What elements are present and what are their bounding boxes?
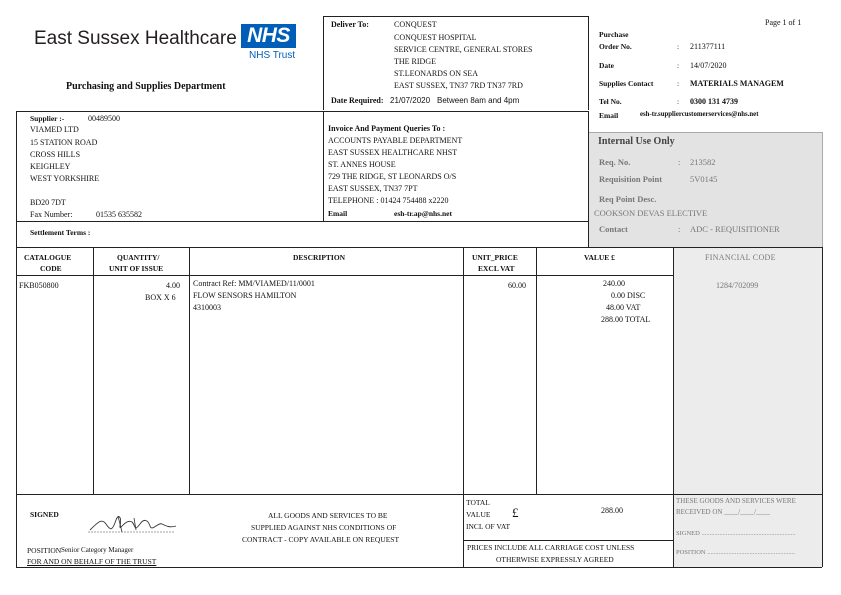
- internal-use-title: Internal Use Only: [598, 136, 675, 147]
- position-label: POSITION: [27, 546, 62, 555]
- receipt-signed: SIGNED ..........................................................: [676, 530, 796, 537]
- conditions-line: SUPPLIED AGAINST NHS CONDITIONS OF: [251, 523, 397, 532]
- quantity-header: UNIT OF ISSUE: [109, 264, 164, 273]
- deliver-line: CONQUEST HOSPITAL: [394, 33, 477, 42]
- position-value: Senior Category Manager: [61, 546, 134, 554]
- fax-value: 01535 635582: [96, 210, 142, 219]
- req-no-value: 213582: [690, 157, 716, 167]
- item-value: 240.00: [603, 279, 625, 288]
- supplies-email[interactable]: esh-tr.suppliercustomerservices@nhs.net: [640, 111, 759, 118]
- received-line: THESE GOODS AND SERVICES WERE: [676, 497, 796, 505]
- total-label: VALUE: [466, 510, 491, 519]
- date-required-label: Date Required:: [331, 96, 384, 105]
- supplier-postcode: BD20 7DT: [30, 198, 66, 207]
- total-label: TOTAL: [466, 498, 490, 507]
- on-behalf-label: FOR AND ON BEHALF OF THE TRUST: [27, 557, 157, 566]
- req-point-label: Requisition Point: [599, 174, 663, 184]
- req-desc-label: Req Point Desc.: [599, 194, 657, 204]
- purchase-label: Purchase: [599, 30, 629, 39]
- item-catalogue-code: FKB050800: [19, 281, 59, 290]
- req-no-label: Req. No.: [599, 157, 631, 167]
- order-no-label: Order No.: [599, 42, 632, 51]
- unit-price-header: UNIT_PRICE: [472, 253, 518, 262]
- description-header: DESCRIPTION: [293, 253, 346, 262]
- supplier-line: CROSS HILLS: [30, 150, 81, 159]
- colon: :: [678, 157, 681, 167]
- catalogue-header: CODE: [40, 264, 62, 273]
- invoice-line: EAST SUSSEX HEALTHCARE NHST: [328, 148, 458, 157]
- pound-sign: £: [512, 505, 519, 520]
- unit-price-header: EXCL VAT: [478, 264, 515, 273]
- date-required-note: Between 8am and 4pm: [437, 96, 520, 105]
- item-quantity: 4.00: [166, 281, 180, 290]
- carriage-note: OTHERWISE EXPRESSLY AGREED: [496, 555, 614, 564]
- invoice-email[interactable]: esh-tr.ap@nhs.net: [394, 209, 452, 218]
- invoice-line: EAST SUSSEX, TN37 7PT: [328, 184, 418, 193]
- org-name: East Sussex Healthcare: [34, 28, 237, 49]
- item-total: 288.00 TOTAL: [601, 315, 651, 324]
- receipt-position: POSITION ......................................................: [676, 549, 795, 556]
- colon: :: [677, 97, 680, 106]
- deliver-line: CONQUEST: [394, 20, 437, 29]
- contact-value: ADC - REQUISITIONER: [690, 224, 780, 234]
- order-no-value: 211377111: [690, 42, 726, 51]
- carriage-note: PRICES INCLUDE ALL CARRIAGE COST UNLESS: [467, 543, 635, 552]
- settlement-terms-label: Settlement Terms :: [30, 228, 91, 237]
- contact-label: Contact: [599, 224, 628, 234]
- supplier-line: 15 STATION ROAD: [30, 138, 98, 147]
- deliver-to-label: Deliver To:: [331, 20, 369, 29]
- catalogue-header: CATALOGUE: [24, 253, 72, 262]
- colon: :: [678, 224, 681, 234]
- deliver-line: ST.LEONARDS ON SEA: [394, 69, 479, 78]
- email-label: Email: [599, 111, 619, 120]
- colon: :: [677, 42, 680, 51]
- item-vat: 48.00 VAT: [606, 303, 641, 312]
- nhs-trust-label: NHS Trust: [249, 50, 296, 61]
- item-unit: BOX X 6: [145, 293, 176, 302]
- deliver-line: THE RIDGE: [394, 57, 436, 66]
- tel-value: 0300 131 4739: [690, 97, 738, 106]
- value-header: VALUE £: [584, 253, 615, 262]
- tel-label: Tel No.: [599, 97, 622, 106]
- nhs-logo: NHS: [241, 24, 296, 48]
- supplier-line: VIAMED LTD: [30, 125, 79, 134]
- invoice-label: Invoice And Payment Queries To :: [328, 124, 446, 133]
- invoice-line: TELEPHONE : 01424 754488 x2220: [328, 196, 449, 205]
- quantity-header: QUANTITY/: [117, 253, 160, 262]
- order-date-value: 14/07/2020: [690, 61, 727, 70]
- invoice-line: ACCOUNTS PAYABLE DEPARTMENT: [328, 136, 463, 145]
- signature-image: [88, 510, 178, 536]
- invoice-line: 729 THE RIDGE, ST LEONARDS O/S: [328, 172, 457, 181]
- signed-label: SIGNED: [30, 510, 59, 519]
- supplier-code: 00489500: [88, 114, 120, 123]
- department-title: Purchasing and Supplies Department: [66, 81, 226, 92]
- item-financial-code: 1284/702099: [716, 281, 759, 290]
- item-unit-price: 60.00: [508, 281, 526, 290]
- received-line: RECEIVED ON ____/____/____: [676, 508, 771, 516]
- invoice-email-label: Email: [328, 209, 348, 218]
- conditions-line: CONTRACT - COPY AVAILABLE ON REQUEST: [242, 535, 400, 544]
- item-description: FLOW SENSORS HAMILTON: [193, 291, 297, 300]
- deliver-line: EAST SUSSEX, TN37 7RD TN37 7RD: [394, 81, 523, 90]
- total-label: INCL OF VAT: [466, 522, 511, 531]
- supplier-line: KEIGHLEY: [30, 162, 71, 171]
- item-discount: 0.00 DISC: [611, 291, 646, 300]
- page-number: Page 1 of 1: [765, 18, 802, 27]
- req-desc-value: COOKSON DEVAS ELECTIVE: [594, 208, 708, 218]
- colon: :: [677, 61, 680, 70]
- financial-code-header: FINANCIAL CODE: [705, 253, 776, 262]
- supplies-contact-label: Supplies Contact: [599, 79, 654, 88]
- deliver-line: SERVICE CENTRE, GENERAL STORES: [394, 45, 533, 54]
- invoice-line: ST. ANNES HOUSE: [328, 160, 396, 169]
- item-description: Contract Ref: MM/VIAMED/11/0001: [193, 279, 315, 288]
- req-point-value: 5V0145: [690, 174, 718, 184]
- supplier-line: WEST YORKSHIRE: [30, 174, 100, 183]
- colon: :: [677, 79, 680, 88]
- date-required-value: 21/07/2020: [390, 96, 431, 105]
- supplier-label: Supplier :-: [30, 114, 65, 123]
- total-value: 288.00: [601, 506, 623, 515]
- fax-label: Fax Number:: [30, 210, 73, 219]
- date-label: Date: [599, 61, 614, 70]
- supplies-contact-value: MATERIALS MANAGEM: [690, 79, 784, 88]
- item-description: 4310003: [193, 303, 221, 312]
- conditions-line: ALL GOODS AND SERVICES TO BE: [268, 511, 388, 520]
